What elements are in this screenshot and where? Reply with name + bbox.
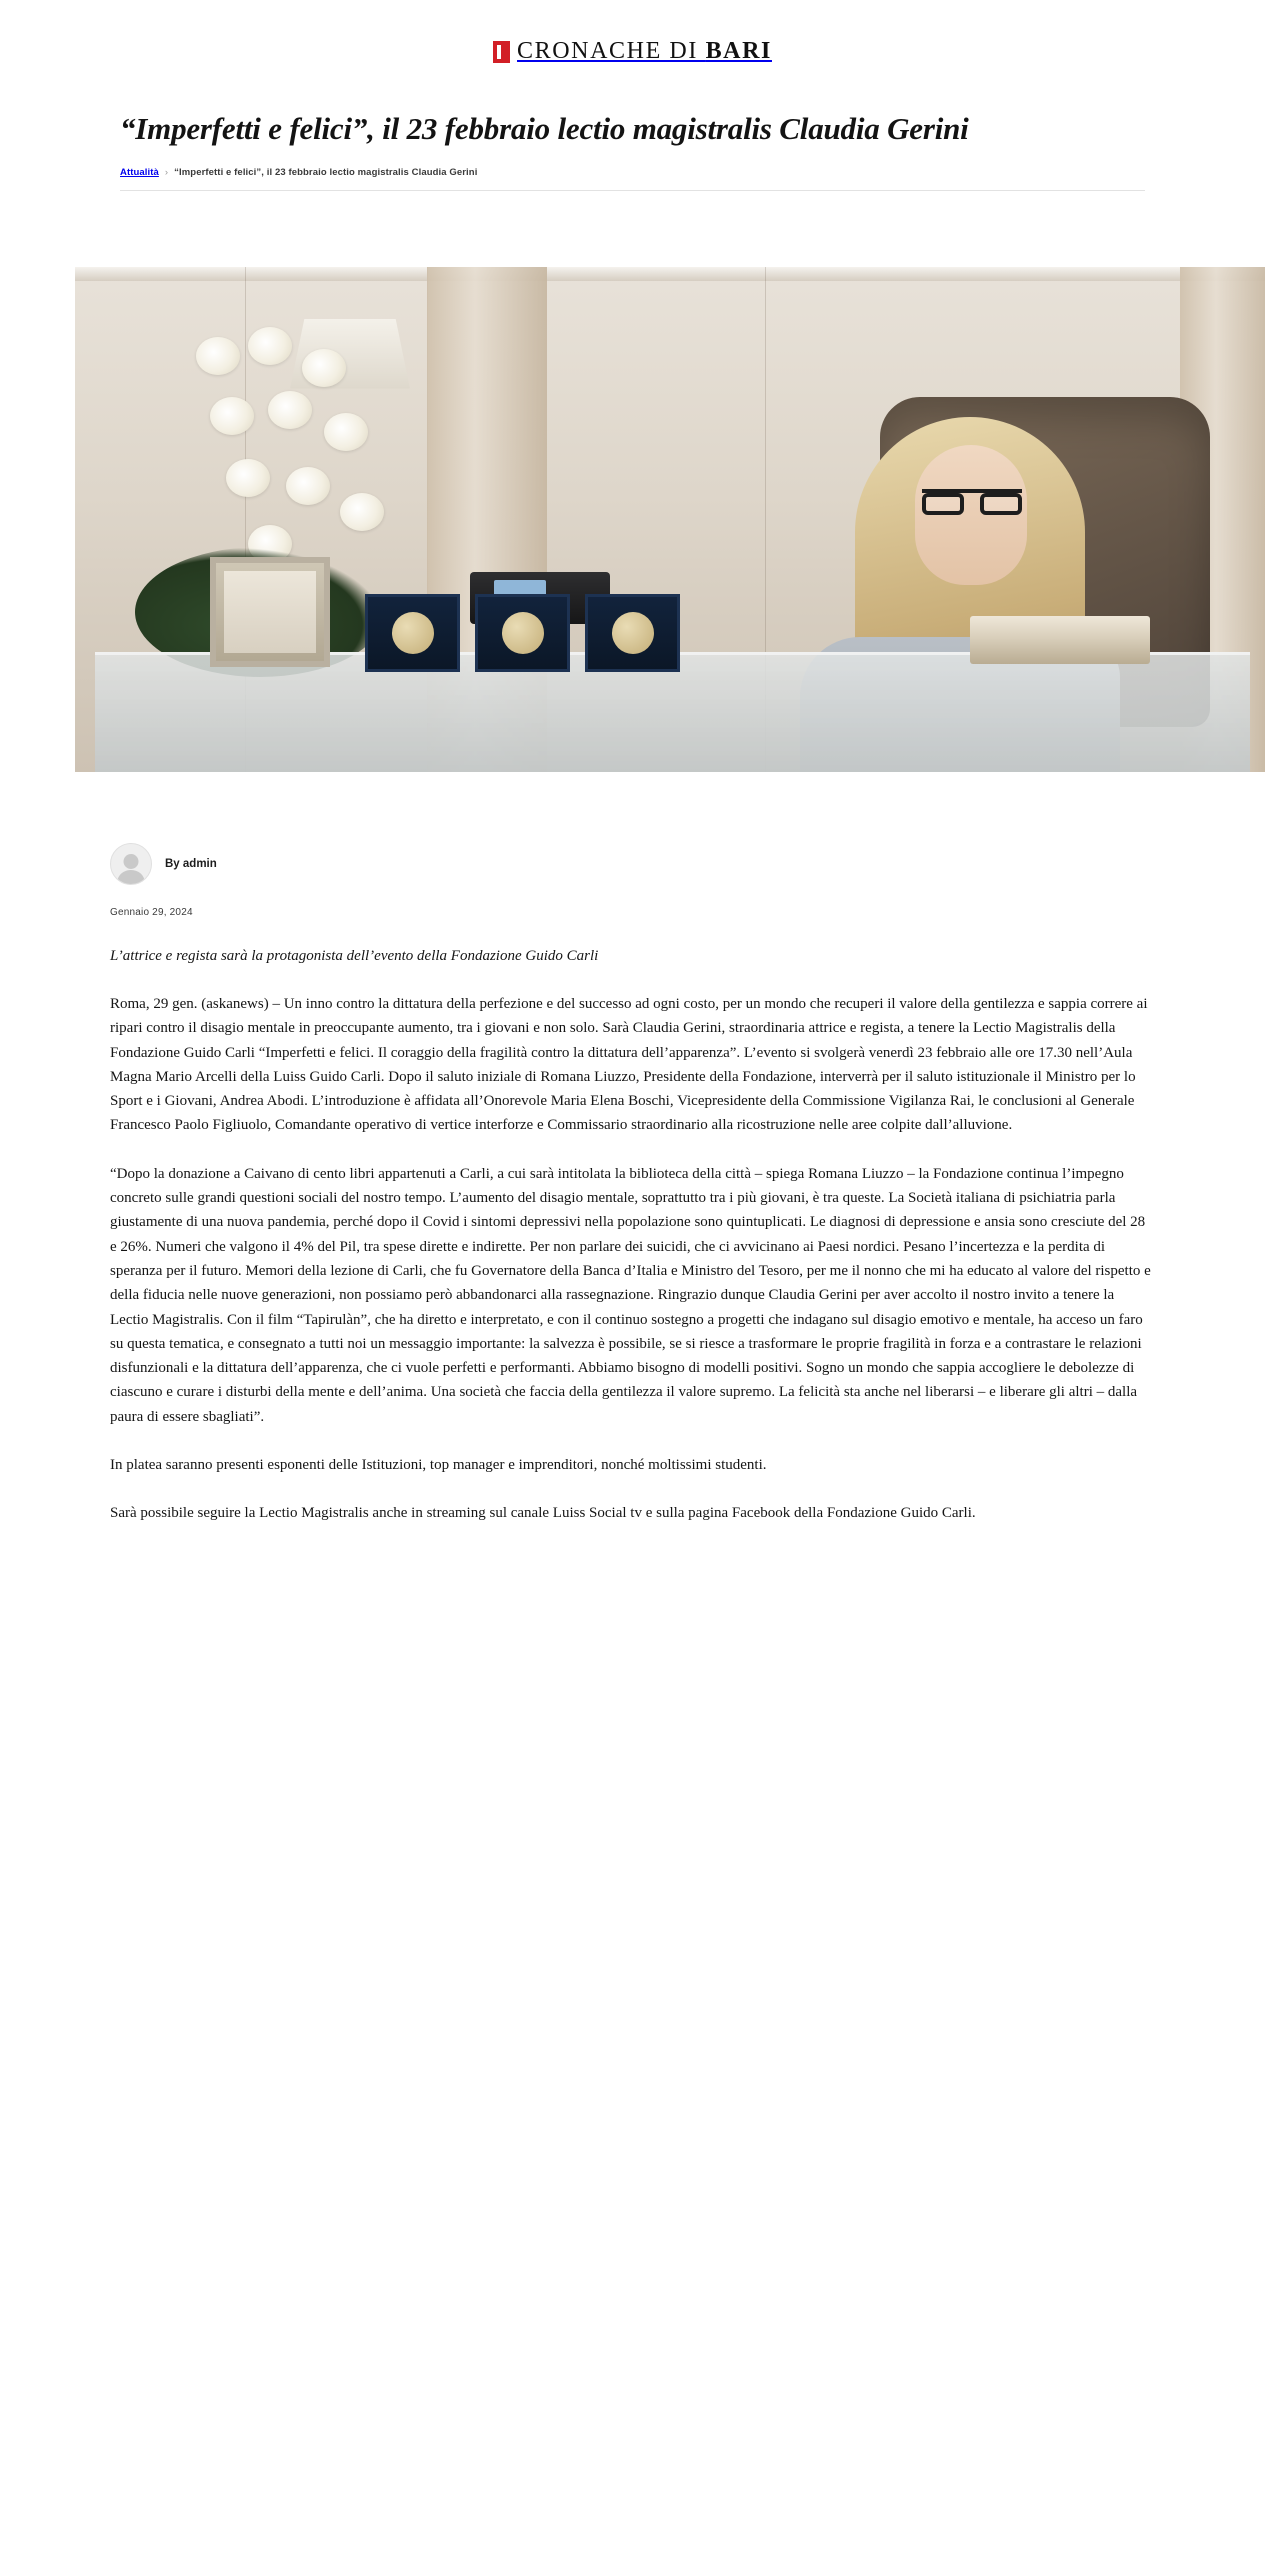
byline-prefix: By <box>165 857 183 870</box>
breadcrumb-separator-icon: › <box>164 166 169 178</box>
breadcrumb-section-link[interactable]: Attualità <box>120 166 159 178</box>
hero-subject-face <box>915 445 1027 585</box>
hero-ceiling-molding <box>75 267 1265 281</box>
site-name-part1: CRONACHE DI <box>517 38 706 64</box>
article-paragraph: In platea saranno presenti esponenti delle Istituzioni, top manager e imprenditori, nonché moltissimi studenti. <box>110 1457 767 1474</box>
article-paragraph: Roma, 29 gen. (askanews) – Un inno contro la dittatura della perfezione e del successo ad ogni costo, per un mondo che recuperi il valore della gentilezza e sappia correre ai ripari contro il disagio mentale in preoccupante aumento, tra i giovani e non solo. Sarà Claudia Gerini, straordinaria attrice e regista, a tenere la Lectio Magistralis della Fondazione Guido Carli “Imperfetti e felici. Il coraggio della fragilità contro la dittatura dell’apparenza”. L’evento si svolgerà venerdì 23 febbraio alle ore 17.30 nell’Aula Magna Mario Arcelli della Luiss Guido Carli. Dopo il saluto iniziale di Romana Liuzzo, Presidente della Fondazione, interverrà per il saluto istituzionale il Ministro per lo Sport e i Giovani, Andrea Abodi. L’introduzione è affidata all’Onorevole Maria Elena Boschi, Vicepresidente della Commissione Vigilanza Rai, le conclusioni al Generale Francesco Paolo Figliuolo, Comandante operativo di vertice interforze e Commissario straordinario alla ricostruzione nelle aree colpite dall’alluvione. <box>110 995 1148 1134</box>
site-logo[interactable] <box>493 38 772 65</box>
breadcrumb-current: “Imperfetti e felici”, il 23 febbraio lectio magistralis Claudia Gerini <box>174 166 478 178</box>
byline-author-name: admin <box>182 857 217 870</box>
book-mark-icon <box>493 41 510 63</box>
hero-subject-glasses <box>922 489 1022 511</box>
hero-medal-case <box>475 594 570 672</box>
hero-image-wrapper <box>0 191 1265 772</box>
site-name-part2: BARI <box>705 38 772 64</box>
article-standfirst: L’attrice e regista sarà la protagonista dell’evento della Fondazione Guido Carli <box>110 947 599 964</box>
byline <box>0 788 1265 885</box>
publish-date: Gennaio 29, 2024 <box>110 906 193 918</box>
article-paragraph: “Dopo la donazione a Caivano di cento libri appartenuti a Carli, a cui sarà intitolata la biblioteca della città – spiega Romana Liuzzo – la Fondazione continua l’impegno concreto sulle grandi questioni sociali del nostro tempo. L’aumento del disagio mentale, soprattutto tra i più giovani, è tra queste. La Società italiana di psichiatria parla giustamente di una nuova pandemia, perché dopo il Covid i sintomi depressivi nella popolazione sono quintuplicati. Le diagnosi di depressione e ansia sono cresciute del 28 e 26%. Numeri che valgono il 4% del Pil, tra spese dirette e indirette. Per non parlare dei suicidi, che ci avvicinano ai Paesi nordici. Pesano l’incertezza e la perdita di speranza per il futuro. Memori della lezione di Carli, che fu Governatore della Banca d’Italia e Ministro del Tesoro, per me il nonno che mi ha educato al valore del rispetto e della fiducia nelle nuove generazioni, non possiamo però abbandonarci alla rassegnazione. Ringrazio dunque Claudia Gerini per aver accolto il nostro invito a tenere la Lectio Magistralis. Con il film “Tapirulàn”, che ha diretto e interpretato, e con il continuo sostegno a progetti che indagano sul disagio emotivo e mentale, ha acceso un faro su questa tematica, e consegnato a tutti noi un messaggio importante: la salvezza è possibile, se si riesce a trasformare le proprie fragilità in forza e a contrastare le relazioni disfunzionali e la dittatura dell’apparenza, che ci vuole perfetti e performanti. Abbiamo bisogno di modelli positivi. Sogno un mondo che sappia accogliere le debolezze di ciascuno e curare i disturbi della mente e dell’anima. Una società che faccia della gentilezza il valore supremo. La felicità sta anche nel liberarsi – e liberare gli altri – dalla paura di essere sbagliati”. <box>110 1165 1151 1425</box>
hero-medal-case <box>365 594 460 672</box>
byline-author[interactable] <box>165 858 217 870</box>
user-avatar-icon <box>110 843 152 885</box>
article-header <box>0 91 1265 191</box>
breadcrumb <box>120 167 1145 191</box>
hero-image <box>75 267 1265 772</box>
hero-books <box>970 616 1150 664</box>
article-body <box>0 918 1265 1586</box>
article-paragraph: Sarà possibile seguire la Lectio Magistralis anche in streaming sul canale Luiss Social tv e sulla pagina Facebook della Fondazione Guido Carli. <box>110 1505 976 1522</box>
site-masthead <box>0 0 1265 91</box>
hero-picture-frame <box>210 557 330 667</box>
hero-medal-case <box>585 594 680 672</box>
page-title: “Imperfetti e felici”, il 23 febbraio lectio magistralis Claudia Gerini <box>120 111 969 146</box>
site-name <box>517 38 772 65</box>
